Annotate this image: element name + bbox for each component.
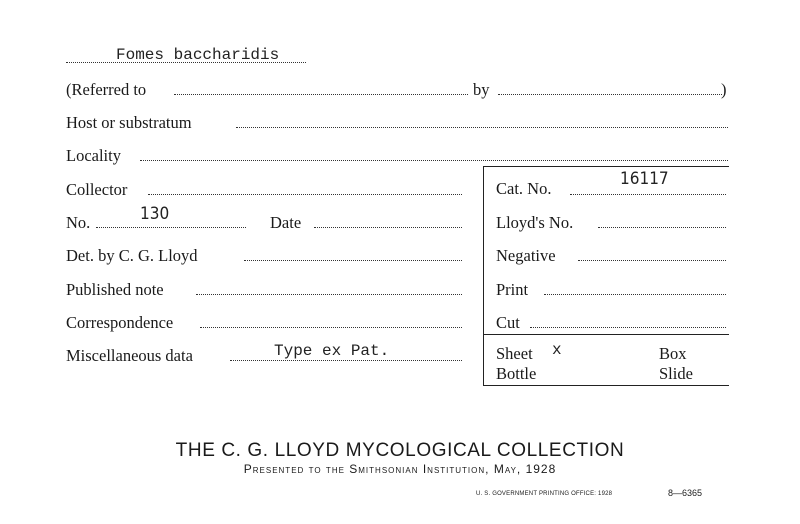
print-line: [544, 294, 726, 295]
det-by-line: [244, 260, 462, 261]
cat-no-label: Cat. No.: [496, 179, 552, 198]
misc-data-value: Type ex Pat.: [274, 342, 390, 360]
species-name: Fomes baccharidis: [116, 46, 280, 64]
negative-line: [578, 260, 726, 261]
correspondence-label: Correspondence: [66, 313, 174, 332]
collector-label: Collector: [66, 180, 128, 199]
host-line: [236, 127, 728, 128]
box-top-border: [483, 166, 729, 167]
print-label: Print: [496, 280, 529, 299]
cut-label: Cut: [496, 313, 520, 332]
no-line: [96, 227, 246, 228]
box-left-border: [483, 166, 484, 386]
referred-to-line: [174, 94, 468, 95]
published-note-line: [196, 294, 462, 295]
collection-subtitle: Presented to the Smithsonian Institution, May, 1928: [243, 462, 557, 476]
sheet-mark: x: [552, 341, 562, 359]
locality-label: Locality: [66, 146, 121, 165]
box-bottom-border: [483, 385, 729, 386]
cat-no-value: 16117: [620, 169, 669, 189]
sheet-label: Sheet: [496, 344, 533, 363]
printing-office-note: U. S. GOVERNMENT PRINTING OFFICE: 1928: [476, 491, 613, 497]
det-by-label: Det. by C. G. Lloyd: [66, 246, 198, 265]
by-label: by: [473, 80, 490, 99]
negative-label: Negative: [496, 246, 556, 265]
locality-line: [140, 160, 728, 161]
date-line: [314, 227, 462, 228]
misc-data-label: Miscellaneous data: [66, 346, 193, 365]
published-note-label: Published note: [66, 280, 164, 299]
cat-no-line: [570, 194, 726, 195]
box-label: Box: [659, 344, 687, 363]
no-label: No.: [66, 213, 91, 232]
box-divider: [483, 334, 729, 335]
referred-to-label: (Referred to: [66, 80, 147, 99]
host-label: Host or substratum: [66, 113, 192, 132]
correspondence-line: [200, 327, 462, 328]
bottle-label: Bottle: [496, 364, 537, 383]
collector-line: [148, 194, 462, 195]
collection-title: THE C. G. LLOYD MYCOLOGICAL COLLECTION: [175, 440, 625, 461]
lloyds-no-line: [598, 227, 726, 228]
lloyds-no-label: Lloyd's No.: [496, 213, 574, 232]
date-label: Date: [270, 213, 302, 232]
close-paren: ): [721, 80, 727, 99]
form-code: 8—6365: [668, 488, 703, 498]
by-line: [498, 94, 722, 95]
cut-line: [530, 327, 726, 328]
misc-data-line: [230, 360, 462, 361]
no-value: 130: [140, 204, 170, 224]
slide-label: Slide: [659, 364, 693, 383]
